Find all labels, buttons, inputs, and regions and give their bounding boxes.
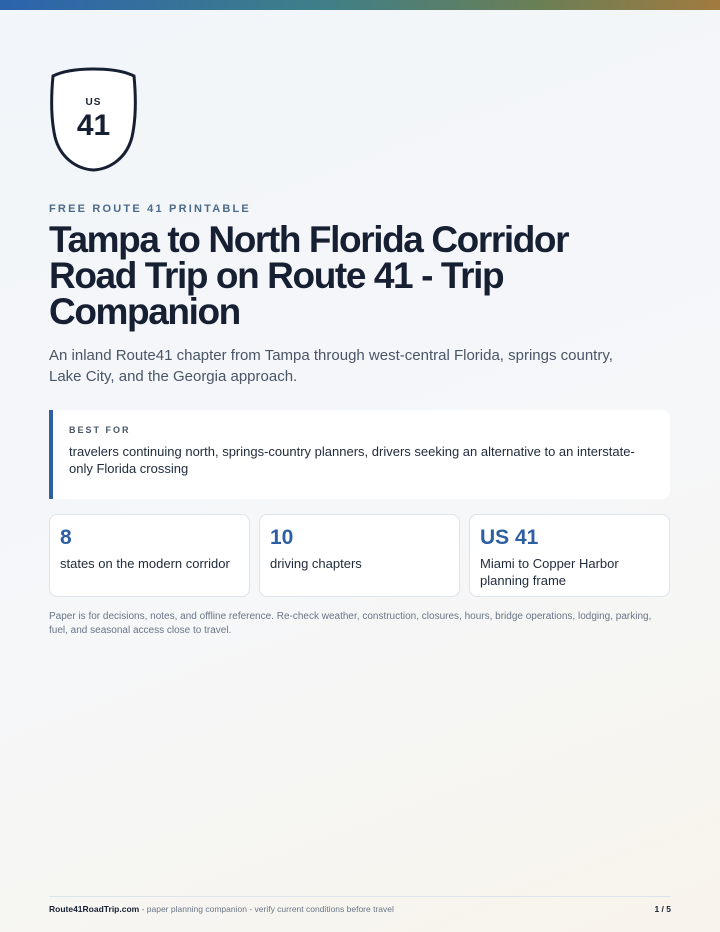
stat-label: states on the modern corridor bbox=[60, 556, 230, 571]
disclaimer-text: Paper is for decisions, notes, and offline reference. Re-check weather, construction, closures, hours, bridge operations, lodging, parking, fuel, and seasonal access close to travel. bbox=[49, 611, 652, 636]
shield-number: 41 bbox=[76, 109, 111, 142]
footer-tagline: - paper planning companion - verify current conditions before travel bbox=[139, 904, 394, 914]
best-for-text: travelers continuing north, springs-country planners, drivers seeking an alternative to an interstate-only Florida crossing bbox=[69, 444, 635, 476]
top-gradient-bar bbox=[0, 0, 720, 10]
stat-label: driving chapters bbox=[270, 556, 362, 571]
stat-value: US 41 bbox=[480, 526, 539, 549]
stat-card-chapters bbox=[259, 514, 460, 597]
footer-credit bbox=[49, 904, 394, 914]
stat-card-route bbox=[469, 514, 670, 597]
footer-divider bbox=[49, 896, 671, 897]
stat-value: 10 bbox=[270, 526, 294, 549]
stat-label: Miami to Copper Harbor planning frame bbox=[480, 556, 619, 588]
best-for-callout bbox=[49, 410, 670, 499]
page-subtitle: An inland Route41 chapter from Tampa through west-central Florida, springs country, Lake City, and the Georgia approach. bbox=[49, 347, 613, 385]
footer-site-name: Route41RoadTrip.com bbox=[49, 904, 140, 914]
page-number: 1 / 5 bbox=[654, 904, 671, 914]
stat-card-states bbox=[49, 514, 250, 597]
stat-value: 8 bbox=[60, 526, 72, 549]
shield-label: US bbox=[85, 97, 102, 108]
best-for-label: BEST FOR bbox=[69, 425, 131, 435]
eyebrow-label: FREE ROUTE 41 PRINTABLE bbox=[49, 203, 251, 215]
page-title: Tampa to North Florida Corridor Road Trip on Route 41 - Trip Companion bbox=[49, 219, 569, 332]
route-shield-icon bbox=[49, 67, 138, 172]
